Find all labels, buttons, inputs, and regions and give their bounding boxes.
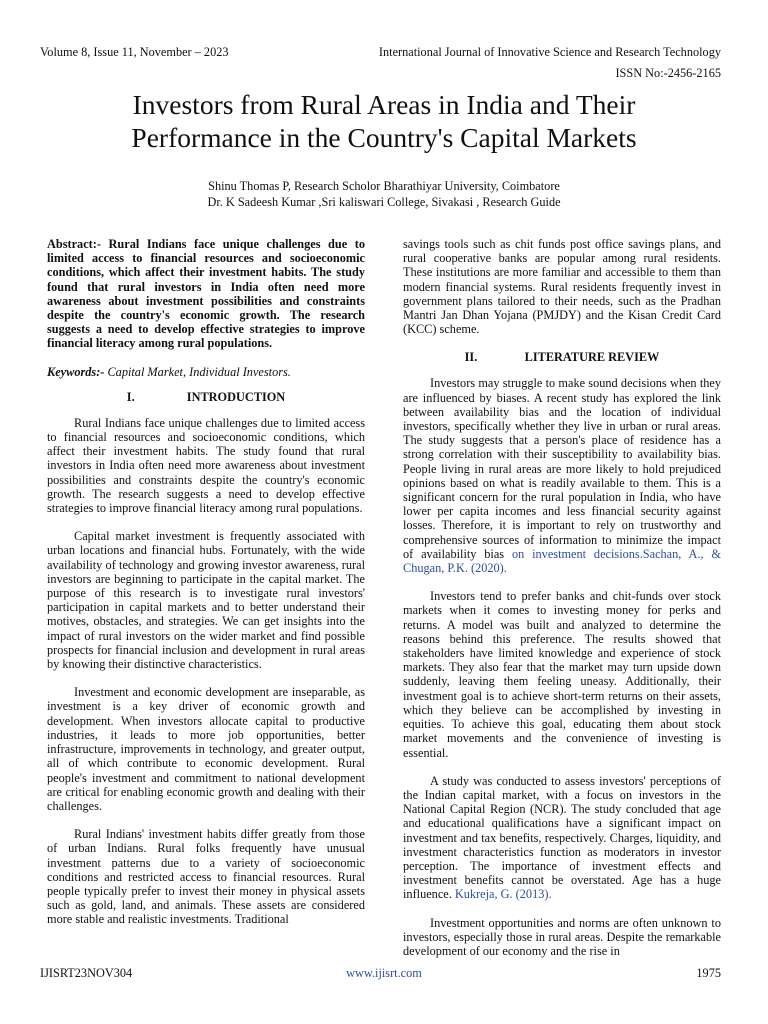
abstract xyxy=(47,237,365,351)
keywords-text: Capital Market, Individual Investors. xyxy=(104,364,291,379)
intro-paragraph-5: savings tools such as chit funds post office savings plans, and rural cooperative banks are popular among rural residents. These institutions are more familiar and accessible to them than modern financial systems. Rural residents frequently invest in government plans tailored to their needs, such as the Pradhan Mantri Jan Dhan Yojana (PMJDY) and the Kisan Credit Card (KCC) scheme. xyxy=(403,237,721,337)
abstract-text: Rural Indians face unique challenges due to limited access to financial resources and socioeconomic conditions, which affect their investment habits. The study found that rural investors in India often need more awareness about investment possibilities and constraints despite the country's economic growth. The research suggests a need to develop effective strategies to improve financial literacy among rural populations. xyxy=(47,237,365,351)
citation-link-sachan[interactable]: on investment decisions.Sachan, A., & Chugan, P.K. (2020). xyxy=(403,546,721,576)
intro-paragraph-3: Investment and economic development are inseparable, as investment is a key driver of economic growth and development. When investors allocate capital to productive industries, it leads to more job opportunities, better infrastructure, improvements in technology, and greater output, all of which contribute to economic development. Rural people's investment and commitment to national development are critical for enabling economic growth and dealing with their challenges. xyxy=(47,685,365,813)
volume-info: Volume 8, Issue 11, November – 2023 xyxy=(40,45,229,59)
section-heading-introduction xyxy=(47,390,365,405)
section-title: INTRODUCTION xyxy=(186,389,286,404)
page-number: 1975 xyxy=(696,966,721,980)
left-column xyxy=(47,237,365,927)
lit-paragraph-2: Investors tend to prefer banks and chit-funds over stock markets when it comes to investing money for perks and returns. A model was built and analyzed to determine the reasons behind this preference. The results showed that stakeholders have limited knowledge and experience of stock markets. They also fear that the market may turn upside down suddenly, leaving them feeling uneasy. Additionally, their investment goal is to achieve short-term returns on their assets, which they believe can be accomplished by investing in equities. To achieve this goal, educating them about stock market movements and the convenience of investing is essential. xyxy=(403,589,721,760)
title-line-1: Investors from Rural Areas in India and Their xyxy=(132,89,636,120)
issn: ISSN No:-2456-2165 xyxy=(615,66,721,80)
lit-paragraph-3-text: A study was conducted to assess investors' perceptions of the Indian capital market, with a focus on investors in the National Capital Region (NCR). The study concluded that age and educational qualifications have a significant impact on investment and tax benefits, respectively. Charges, liquidity, and investment characteristics function as moderators in investor perception. The importance of investment effects and investment benefits cannot be overstated. Age has a huge influence. xyxy=(403,773,721,902)
intro-paragraph-4: Rural Indians' investment habits differ greatly from those of urban Indians. Rural folks frequently have unusual investment patterns due to a variety of socioeconomic conditions and restricted access to financial resources. Rural people typically prefer to invest their money in physical assets such as gold, land, and animals. These assets are considered more stable and realistic investments. Traditional xyxy=(47,827,365,927)
lit-paragraph-1-text: Investors may struggle to make sound decisions when they are influenced by biases. A recent study has explored the link between availability bias and the location of individual investors, specifically whether they live in urban or rural areas. The study suggests that a person's place of residence has a strong correlation with their susceptibility to availability bias. People living in rural areas are more likely to hold prejudiced opinions based on what is readily available to them. This is a significant concern for the rural population in India, who have lower per capita incomes and less financial security against losses. Therefore, it is important to rely on trustworthy and comprehensive sources of information to minimize the impact of availability bias xyxy=(403,376,721,561)
section-heading-literature-review xyxy=(403,350,721,365)
lit-paragraph-1 xyxy=(403,376,721,575)
intro-paragraph-2: Capital market investment is frequently associated with urban locations and financial hubs. Fortunately, with the wide availability of technology and growing investor awareness, rural investors are beginning to participate in the capital market. The purpose of this research is to investigate rural investors' participation in capital markets and to better understand their motives, obstacles, and strategies. We can get insights into the impact of rural investors on the wider market and find possible prospects for financial inclusion and development in rural areas by knowing their distinctive characteristics. xyxy=(47,529,365,672)
keywords-label: Keywords:- xyxy=(47,364,105,379)
abstract-label: Abstract:- xyxy=(47,237,101,251)
section-title: LITERATURE REVIEW xyxy=(524,350,660,365)
keywords xyxy=(47,365,365,379)
citation-link-kukreja[interactable]: Kukreja, G. (2013). xyxy=(451,887,552,902)
right-column xyxy=(403,237,721,958)
section-number: II. xyxy=(464,350,478,365)
intro-paragraph-1: Rural Indians face unique challenges due to limited access to financial resources and socioeconomic conditions, which affect their investment habits. The study found that rural investors in India often need more awareness about investment possibilities and constraints despite the country's economic growth. The research suggests a need to develop effective strategies to improve financial literacy among rural populations. xyxy=(47,415,365,516)
title-line-2: Performance in the Country's Capital Markets xyxy=(131,122,637,153)
authors xyxy=(40,179,728,210)
footer-website-link[interactable]: www.ijisrt.com xyxy=(346,966,422,980)
lit-paragraph-3 xyxy=(403,774,721,902)
author-2: Dr. K Sadeesh Kumar ,Sri kaliswari College, Sivakasi , Research Guide xyxy=(207,194,561,209)
section-number: I. xyxy=(126,389,135,404)
author-1: Shinu Thomas P, Research Scholor Bharathiyar University, Coimbatore xyxy=(208,179,560,193)
paper-title xyxy=(40,88,728,154)
footer-paper-id: IJISRT23NOV304 xyxy=(40,966,133,980)
journal-name: International Journal of Innovative Science and Research Technology xyxy=(378,45,721,59)
lit-paragraph-4: Investment opportunities and norms are often unknown to investors, especially those in rural areas. Despite the remarkable development of our economy and the rise in xyxy=(403,915,721,958)
